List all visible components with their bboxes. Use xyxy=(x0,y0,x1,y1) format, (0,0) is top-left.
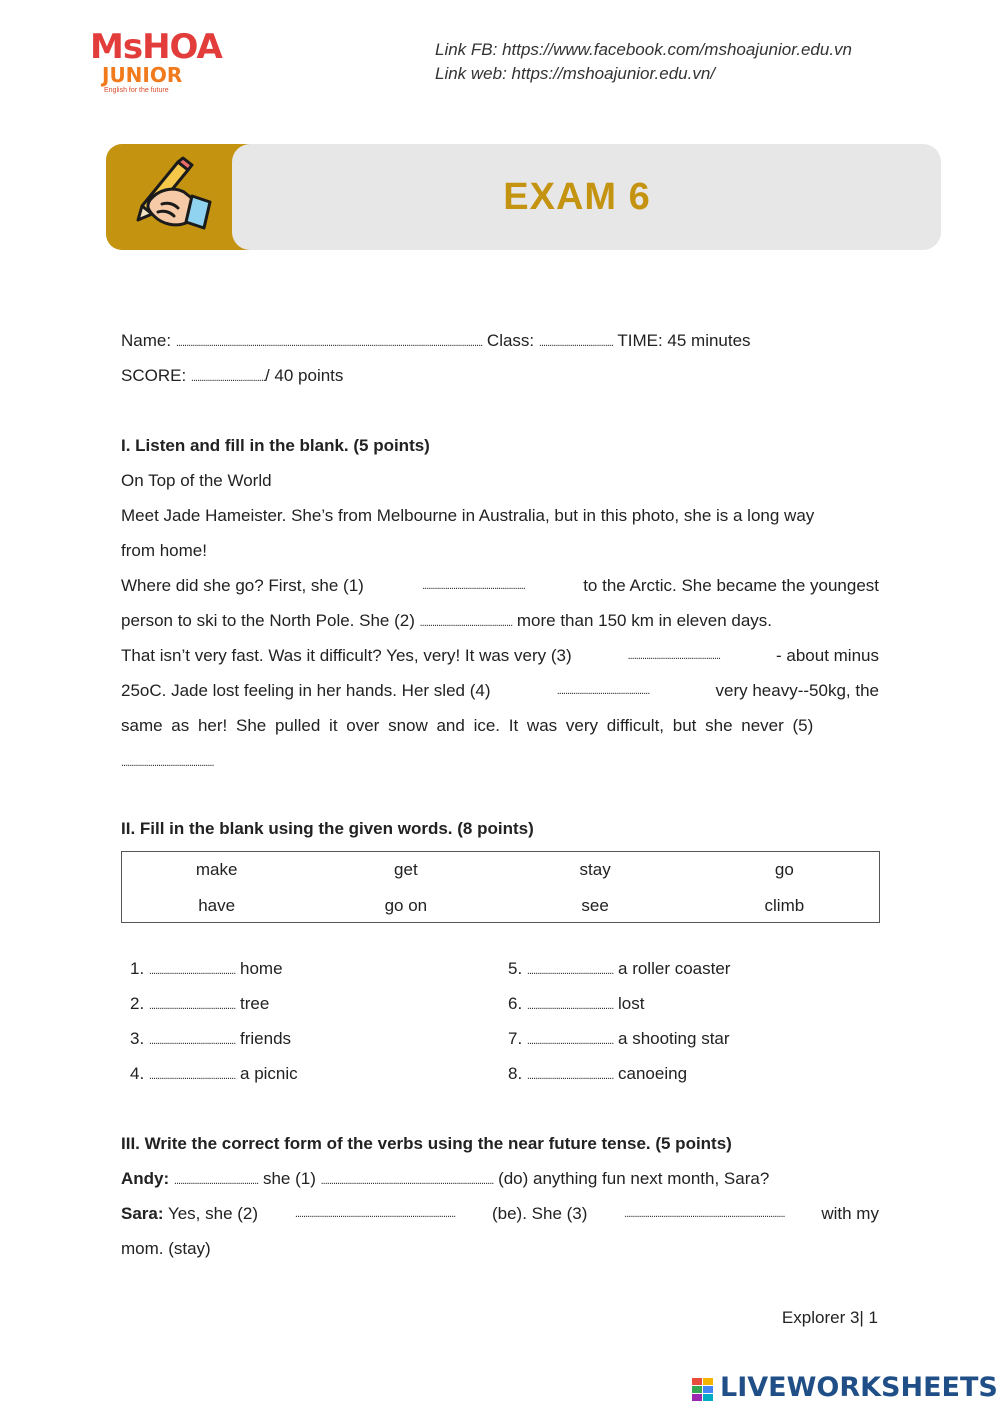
liveworksheets-logo-icon xyxy=(692,1378,714,1402)
blank-3-3[interactable]: .............................................................................. xyxy=(624,1208,785,1220)
score-total: / 40 points xyxy=(264,366,344,385)
item-text: a picnic xyxy=(240,1064,298,1083)
item-text: canoeing xyxy=(618,1064,688,1083)
liveworksheets-watermark xyxy=(690,1372,998,1408)
word-bank-item: go xyxy=(774,860,794,879)
passage-text: person to ski to the North Pole. She (2) xyxy=(121,611,415,630)
item-text: lost xyxy=(618,994,645,1013)
item-number: 8. xyxy=(508,1064,523,1083)
item-number: 6. xyxy=(508,994,523,1013)
item-text: tree xyxy=(240,994,270,1013)
class-blank[interactable]: .................................... xyxy=(538,337,613,349)
dialogue-text: Yes, she (2) xyxy=(167,1204,259,1223)
word-bank-item: go on xyxy=(384,896,428,915)
website-link[interactable]: Link web: https://mshoajunior.edu.vn/ xyxy=(435,64,716,83)
header-links xyxy=(435,38,852,86)
blank-5[interactable]: ............................................. xyxy=(121,757,214,769)
blank-3[interactable]: ............................................. xyxy=(627,650,721,662)
item-blank[interactable]: .......................................... xyxy=(526,1070,614,1082)
passage-line-4 xyxy=(121,609,879,635)
item-blank[interactable]: .......................................... xyxy=(526,1000,614,1012)
name-blank[interactable]: ..................................................................................................................................................... xyxy=(175,337,483,349)
blank-1[interactable]: .................................................. xyxy=(422,580,525,592)
blank-3-2[interactable]: .............................................................................. xyxy=(294,1208,456,1220)
hand-writing-pencil-icon xyxy=(128,156,218,238)
passage-line-7: same as her! She pulled it over snow and ice. It was very difficult, but she never (5) xyxy=(121,716,814,735)
word-bank-item: climb xyxy=(764,896,805,915)
dialogue-sara-cont: mom. (stay) xyxy=(121,1239,211,1258)
dialogue-text: she (1) xyxy=(262,1169,316,1188)
dialogue-andy xyxy=(121,1167,879,1193)
passage-title: On Top of the World xyxy=(121,471,272,490)
logo-line1: MsHOA xyxy=(90,27,222,67)
class-label: Class: xyxy=(486,331,535,350)
item-text: a roller coaster xyxy=(618,959,731,978)
score-blank[interactable]: .................................... xyxy=(190,372,265,384)
facebook-link[interactable]: Link FB: https://www.facebook.com/mshoajunior.edu.vn xyxy=(435,40,853,59)
item-blank[interactable]: .......................................... xyxy=(148,1035,236,1047)
list-item xyxy=(508,1062,687,1088)
word-bank-item: stay xyxy=(579,860,611,879)
time-label: TIME: 45 minutes xyxy=(617,331,751,350)
passage-text: to the Arctic. She became the youngest xyxy=(583,576,879,595)
logo-line2: JUNIOR xyxy=(102,63,183,87)
item-text: friends xyxy=(240,1029,292,1048)
word-bank-row xyxy=(122,852,879,888)
item-number: 4. xyxy=(130,1064,145,1083)
blank-2[interactable]: ............................................. xyxy=(419,617,513,629)
list-item xyxy=(130,957,283,983)
list-item xyxy=(508,1027,730,1053)
passage-text: very heavy--50kg, the xyxy=(715,681,879,700)
item-blank[interactable]: .......................................... xyxy=(148,965,236,977)
list-item xyxy=(130,1027,291,1053)
item-number: 3. xyxy=(130,1029,145,1048)
speaker-andy: Andy: xyxy=(121,1169,170,1188)
logo-tagline: English for the future xyxy=(104,87,169,94)
item-blank[interactable]: .......................................... xyxy=(148,1070,236,1082)
word-bank-item: make xyxy=(195,860,238,879)
speaker-sara: Sara: xyxy=(121,1204,164,1223)
word-bank-row xyxy=(122,888,879,924)
item-number: 1. xyxy=(130,959,145,978)
list-item xyxy=(508,992,644,1018)
dialogue-text: with my xyxy=(821,1204,879,1223)
passage-line-8 xyxy=(121,749,879,775)
passage-line-2: from home! xyxy=(121,541,207,560)
dialogue-sara xyxy=(121,1202,879,1226)
item-blank[interactable]: .......................................... xyxy=(148,1000,236,1012)
word-bank-item: see xyxy=(581,896,609,915)
list-item xyxy=(130,992,269,1018)
dialogue-text: (do) anything fun next month, Sara? xyxy=(498,1169,770,1188)
section3-heading: III. Write the correct form of the verbs using the near future tense. (5 points) xyxy=(121,1134,732,1153)
word-bank xyxy=(121,851,880,923)
word-bank-item: have xyxy=(198,896,236,915)
blank-andy-start[interactable]: ......................................... xyxy=(173,1175,259,1187)
item-number: 5. xyxy=(508,959,523,978)
passage-line-6 xyxy=(121,679,879,703)
passage-text: Where did she go? First, she (1) xyxy=(121,576,364,595)
mshoa-junior-logo xyxy=(90,27,240,110)
passage-text: more than 150 km in eleven days. xyxy=(516,611,773,630)
exam-title: EXAM 6 xyxy=(503,176,651,218)
item-blank[interactable]: .......................................... xyxy=(526,965,614,977)
list-item xyxy=(130,1062,298,1088)
student-info-line xyxy=(121,329,879,355)
section2-heading: II. Fill in the blank using the given words. (8 points) xyxy=(121,819,534,838)
item-number: 2. xyxy=(130,994,145,1013)
passage-text: Meet Jade Hameister. She’s from Melbourne in Australia, but in this photo, she is a long way xyxy=(121,506,815,525)
blank-4[interactable]: ............................................. xyxy=(556,685,650,697)
passage-text: That isn’t very fast. Was it difficult? Yes, very! It was very (3) xyxy=(121,646,572,665)
section1-heading: I. Listen and fill in the blank. (5 points) xyxy=(121,436,430,455)
item-text: home xyxy=(240,959,283,978)
passage-line-3 xyxy=(121,574,879,598)
blank-3-1[interactable]: .................................................................................... xyxy=(320,1175,494,1187)
passage-text: - about minus xyxy=(776,646,879,665)
item-blank[interactable]: .......................................... xyxy=(526,1035,614,1047)
liveworksheets-text: LIVEWORKSHEETS xyxy=(720,1372,998,1403)
score-line xyxy=(121,364,879,390)
word-bank-item: get xyxy=(394,860,418,879)
passage-text: 25oC. Jade lost feeling in her hands. Her sled (4) xyxy=(121,681,491,700)
item-number: 7. xyxy=(508,1029,523,1048)
list-item xyxy=(508,957,730,983)
name-label: Name: xyxy=(121,331,172,350)
score-label: SCORE: xyxy=(121,366,187,385)
passage-line-1 xyxy=(121,504,879,528)
dialogue-text: (be). She (3) xyxy=(491,1204,588,1223)
passage-line-5 xyxy=(121,644,879,668)
page-number: Explorer 3| 1 xyxy=(781,1308,878,1327)
item-text: a shooting star xyxy=(618,1029,730,1048)
